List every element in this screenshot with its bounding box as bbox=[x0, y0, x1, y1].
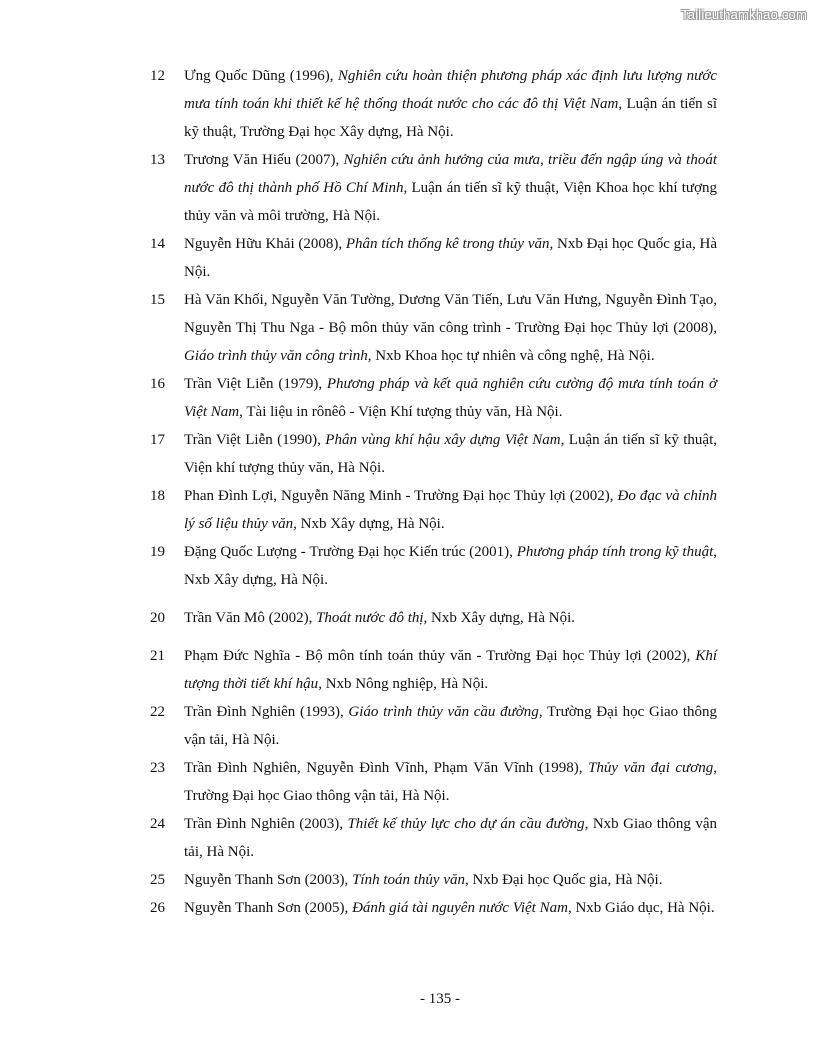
reference-publisher: , Luận án tiến sĩ kỹ thuật, Viện Khoa học khí tượng thủy văn và môi trường, Hà Nội. bbox=[184, 180, 717, 224]
reference-authors: Trương Văn Hiếu (2007), bbox=[184, 152, 344, 168]
reference-title: Phương pháp tính trong kỹ thuật bbox=[516, 544, 714, 560]
reference-authors: Đặng Quốc Lượng - Trường Đại học Kiến trúc (2001), bbox=[184, 544, 517, 560]
reference-number: 23 bbox=[150, 760, 165, 776]
reference-item-26 bbox=[150, 894, 717, 922]
reference-number: 22 bbox=[150, 704, 165, 720]
reference-number: 20 bbox=[150, 610, 165, 626]
reference-title: Đánh giá tài nguyên nước Việt Nam bbox=[352, 900, 568, 916]
reference-title: Nghiên cứu hoàn thiện phương pháp xác định lưu lượng nước mưa tính toán khi thiết kế hệ thống thoát nước cho các đô thị Việt Nam bbox=[184, 68, 717, 112]
reference-item-19 bbox=[150, 538, 717, 594]
reference-authors: Trần Văn Mô (2002), bbox=[184, 610, 317, 626]
reference-authors: Trần Đình Nghiên (2003), bbox=[184, 816, 348, 832]
reference-number: 16 bbox=[150, 376, 165, 392]
reference-number: 13 bbox=[150, 152, 165, 168]
reference-item-23 bbox=[150, 754, 717, 810]
reference-publisher: , Nxb Nông nghiệp, Hà Nội. bbox=[318, 676, 489, 692]
reference-number: 21 bbox=[150, 648, 165, 664]
reference-publisher: , Trường Đại học Giao thông vận tải, Hà Nội. bbox=[184, 760, 717, 804]
watermark-text: Tailieuthamkhao.com bbox=[681, 7, 807, 22]
reference-title: Phân tích thống kê trong thủy văn bbox=[345, 236, 550, 252]
page-number: - 135 - bbox=[420, 991, 460, 1007]
reference-item-15 bbox=[150, 286, 717, 370]
reference-item-12 bbox=[150, 62, 717, 146]
reference-list bbox=[150, 62, 717, 922]
reference-item-22 bbox=[150, 698, 717, 754]
reference-publisher: , Nxb Xây dựng, Hà Nội. bbox=[423, 610, 575, 626]
reference-number: 26 bbox=[150, 900, 165, 916]
reference-authors: Nguyễn Hữu Khải (2008), bbox=[184, 236, 346, 252]
reference-authors: Phạm Đức Nghĩa - Bộ môn tính toán thủy văn - Trường Đại học Thủy lợi (2002), bbox=[184, 648, 696, 664]
reference-publisher: , Nxb Đại học Quốc gia, Hà Nội. bbox=[464, 872, 663, 888]
reference-item-24 bbox=[150, 810, 717, 866]
reference-publisher: , Nxb Giao thông vận tải, Hà Nội. bbox=[184, 816, 717, 860]
reference-publisher: , Tài liệu in rônêô - Viện Khí tượng thủy văn, Hà Nội. bbox=[239, 404, 563, 420]
reference-number: 17 bbox=[150, 432, 165, 448]
reference-item-16 bbox=[150, 370, 717, 426]
reference-authors: Phan Đình Lợi, Nguyễn Năng Minh - Trường Đại học Thủy lợi (2002), bbox=[184, 488, 618, 504]
reference-publisher: , Nxb Giáo dục, Hà Nội. bbox=[567, 900, 715, 916]
reference-number: 12 bbox=[150, 68, 165, 84]
reference-item-13 bbox=[150, 146, 717, 230]
reference-authors: Nguyễn Thanh Sơn (2003), bbox=[184, 872, 353, 888]
reference-title: Phân vùng khí hậu xây dựng Việt Nam bbox=[325, 432, 561, 448]
reference-publisher: , Nxb Đại học Quốc gia, Hà Nội. bbox=[184, 236, 717, 280]
reference-title: Phương pháp và kết quả nghiên cứu cường độ mưa tính toán ở Việt Nam bbox=[184, 376, 717, 420]
reference-authors: Hà Văn Khối, Nguyễn Văn Tường, Dương Văn Tiến, Lưu Văn Hưng, Nguyễn Đình Tạo, Nguyễn Thị Thu Nga - Bộ môn thủy văn công trình - Trường Đại học Thủy lợi (2008), bbox=[184, 292, 717, 336]
reference-title: Giáo trình thủy văn cầu đường bbox=[348, 704, 539, 720]
reference-number: 14 bbox=[150, 236, 165, 252]
reference-publisher: , Luận án tiến sĩ kỹ thuật, Trường Đại học Xây dựng, Hà Nội. bbox=[184, 96, 717, 140]
reference-publisher: , Trường Đại học Giao thông vận tải, Hà Nội. bbox=[184, 704, 718, 748]
reference-title: Thiết kế thủy lực cho dự án cầu đường bbox=[347, 816, 585, 832]
reference-publisher: , Nxb Xây dựng, Hà Nội. bbox=[293, 516, 445, 532]
reference-number: 15 bbox=[150, 292, 165, 308]
reference-title: Đo đạc và chỉnh lý số liệu thủy văn bbox=[184, 488, 717, 532]
reference-number: 25 bbox=[150, 872, 165, 888]
reference-item-17 bbox=[150, 426, 717, 482]
reference-title: Giáo trình thủy văn công trình bbox=[184, 348, 368, 364]
reference-number: 24 bbox=[150, 816, 165, 832]
reference-authors: Nguyễn Thanh Sơn (2005), bbox=[184, 900, 353, 916]
reference-publisher: , Nxb Xây dựng, Hà Nội. bbox=[184, 544, 717, 588]
reference-authors: Ưng Quốc Dũng (1996), bbox=[184, 68, 338, 84]
reference-title: Nghiên cứu ảnh hưởng của mưa, triều đến ngập úng và thoát nước đô thị thành phố Hồ Chí Minh bbox=[184, 152, 718, 196]
reference-number: 19 bbox=[150, 544, 165, 560]
reference-publisher: , Nxb Khoa học tự nhiên và công nghệ, Hà Nội. bbox=[367, 348, 655, 364]
reference-authors: Trần Đình Nghiên (1993), bbox=[184, 704, 349, 720]
reference-title: Thủy văn đại cương bbox=[588, 760, 714, 776]
reference-publisher: , Luận án tiến sĩ kỹ thuật, Viện khí tượng thủy văn, Hà Nội. bbox=[184, 432, 718, 476]
reference-item-21 bbox=[150, 642, 717, 698]
reference-item-25 bbox=[150, 866, 717, 894]
reference-title: Khí tượng thời tiết khí hậu bbox=[184, 648, 717, 692]
reference-item-20 bbox=[150, 604, 717, 632]
reference-item-18 bbox=[150, 482, 717, 538]
reference-authors: Trần Việt Liễn (1990), bbox=[184, 432, 326, 448]
reference-title: Thoát nước đô thị bbox=[316, 610, 424, 626]
reference-authors: Trần Việt Liễn (1979), bbox=[184, 376, 327, 392]
reference-authors: Trần Đình Nghiên, Nguyễn Đình Vĩnh, Phạm Văn Vĩnh (1998), bbox=[184, 760, 589, 776]
reference-title: Tính toán thủy văn bbox=[352, 872, 465, 888]
reference-number: 18 bbox=[150, 488, 165, 504]
reference-item-14 bbox=[150, 230, 717, 286]
